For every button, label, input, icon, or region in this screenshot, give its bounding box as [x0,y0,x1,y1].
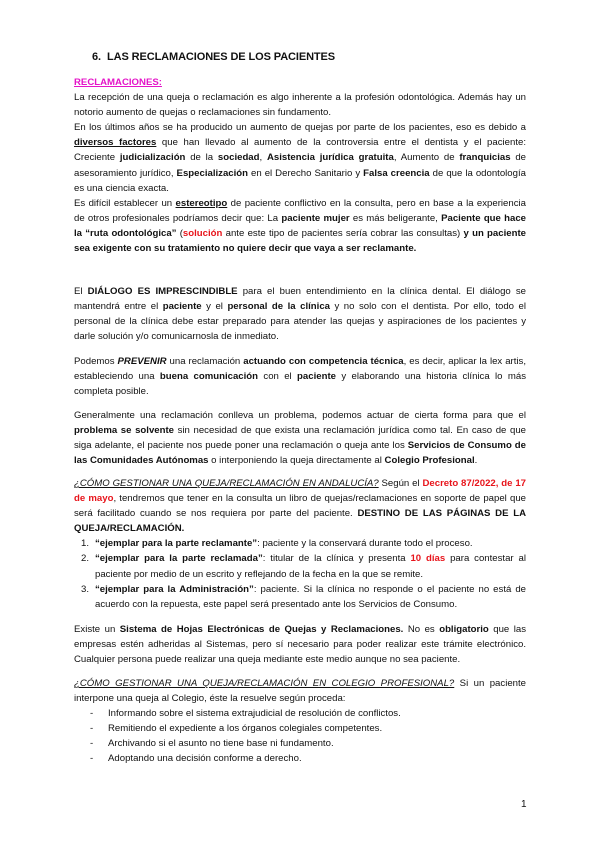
list-item: - Informando sobre el sistema extrajudicial de resolución de conflictos. [90,708,401,720]
andalucia-block: ¿CÓMO GESTIONAR UNA QUEJA/RECLAMACIÓN EN ANDALUCÍA? Según el Decreto 87/2022, de 17 de mayo, tendremos que tener en la consulta un libro de quejas/reclamaciones en soporte de papel que será facilitado cuando se nos requiera por parte del paciente. DESTINO DE LAS PÁGINAS DE LA QUEJA/RECLAMACIÓN. 1. “ejemplar para la parte reclamante”: paciente y la conservará durante todo el proceso. 2. “ejemplar para la parte reclamada”: titular de la clínica y presenta 10 días para contestar al paciente por medio de un escrito y reflejando de la fecha en la que se remite. 3. “ejemplar para la Administración”: paciente. Si la clínica no responde o el paciente no está de acuerdo con la repuesta, este papel será presentado ante los Servicios de Consumo. [74,476,526,612]
paragraph-hojas-electronicas: Existe un Sistema de Hojas Electrónicas de Quejas y Reclamaciones. No es obligatorio que las empresas estén adheridas al Sistemas, pero sí necesario para poder realizar este trámite electrónico. Cualquier persona puede realizar una queja mediante este medio aunque no sea paciente. [74,624,526,666]
section-title-text: LAS RECLAMACIONES DE LOS PACIENTES [106,51,336,63]
reclamaciones-block [74,75,526,256]
list-item: - Adoptando una decisión conforme a derecho. [90,753,302,765]
andalucia-question: ¿CÓMO GESTIONAR UNA QUEJA/RECLAMACIÓN EN ANDALUCÍA? [74,478,379,489]
section-title [92,50,341,65]
destino-list [74,536,526,611]
reclamaciones-heading: RECLAMACIONES: [74,77,162,88]
list-item: - Remitiendo el expediente a los órganos colegiales competentes. [90,723,383,735]
paragraph-consumo: Generalmente una reclamación conlleva un problema, podemos actuar de cierta forma para que el problema se solvente sin necesidad de que exista una reclamación jurídica como tal. En caso de que siga adelante, el paciente nos puede poner una reclamación o queja ante los Servicios de Consumo de las Comunidades Autónomas o interponiendo la queja directamente al Colegio Profesional. [74,410,526,467]
section-number: 6. [92,51,101,63]
paragraph-factors: En los últimos años se ha producido un aumento de quejas por parte de los pacientes, eso es debido a diversos factores que han llevado al aumento de la controversia entre el dentista y el paciente: Creciente judicialización de la sociedad, Asistencia jurídica gratuita, Aumento de franquicias de asesoramiento jurídico, Especialización en el Derecho Sanitario y Falsa creencia de que la odontología es una ciencia exacta. [74,122,526,194]
paragraph-prevenir: Podemos PREVENIR una reclamación actuando con competencia técnica, es decir, aplicar la lex artis, estableciendo una buena comunicación con el paciente y elaborando una historia clínica lo más completa posible. [74,356,526,398]
colegio-question: ¿CÓMO GESTIONAR UNA QUEJA/RECLAMACIÓN EN COLEGIO PROFESIONAL? [74,678,455,689]
paragraph-stereotype: Es difícil establecer un estereotipo de paciente conflictivo en la consulta, pero en base a la experiencia de otros profesionales podríamos decir que: La paciente mujer es más beligerante, Paciente que hace la “ruta odontológica” (solución ante este tipo de pacientes sería cobrar las consultas) y un paciente sea exigente con su tratamiento no quiere decir que vaya a ser reclamante. [74,197,526,255]
list-item: 1. “ejemplar para la parte reclamante”: paciente y la conservará durante todo el proceso. [81,538,473,550]
colegio-block: ¿CÓMO GESTIONAR UNA QUEJA/RECLAMACIÓN EN COLEGIO PROFESIONAL? Si un paciente interpone una queja al Colegio, éste la resuelve según proceda: - Informando sobre el sistema extrajudicial de resolución de conflictos. - Remitiendo el expediente a los órganos colegiales competentes. - Archivando si el asunto no tiene base ni fundamento. - Adoptando una decisión conforme a derecho. [74,676,526,767]
paragraph-dialogo: El DIÁLOGO ES IMPRESCINDIBLE para el buen entendimiento en la clínica dental. El diálogo se mantendrá entre el paciente y el personal de la clínica y no solo con el dentista. Por ello, todo el personal de la clínica debe estar preparado para atender las quejas y aspiraciones de los pacientes y darle solución y/o comunicarnosla de inmediato. [74,286,527,343]
list-item: 3. “ejemplar para la Administración”: paciente. Si la clínica no responde o el paciente no está de acuerdo con la repuesta, este papel será presentado ante los Servicios de Consumo. [81,583,526,610]
page-number: 1 [521,799,527,810]
list-item: - Archivando si el asunto no tiene base ni fundamento. [90,738,334,750]
list-item: 2. “ejemplar para la parte reclamada”: titular de la clínica y presenta 10 días para contestar al paciente por medio de un escrito y reflejando de la fecha en la que se remite. [81,553,526,580]
paragraph-intro: La recepción de una queja o reclamación es algo inherente a la profesión odontológica. Además hay un notorio aumento de quejas o reclamaciones sin fundamento. [74,92,526,119]
colegio-list [74,706,526,766]
